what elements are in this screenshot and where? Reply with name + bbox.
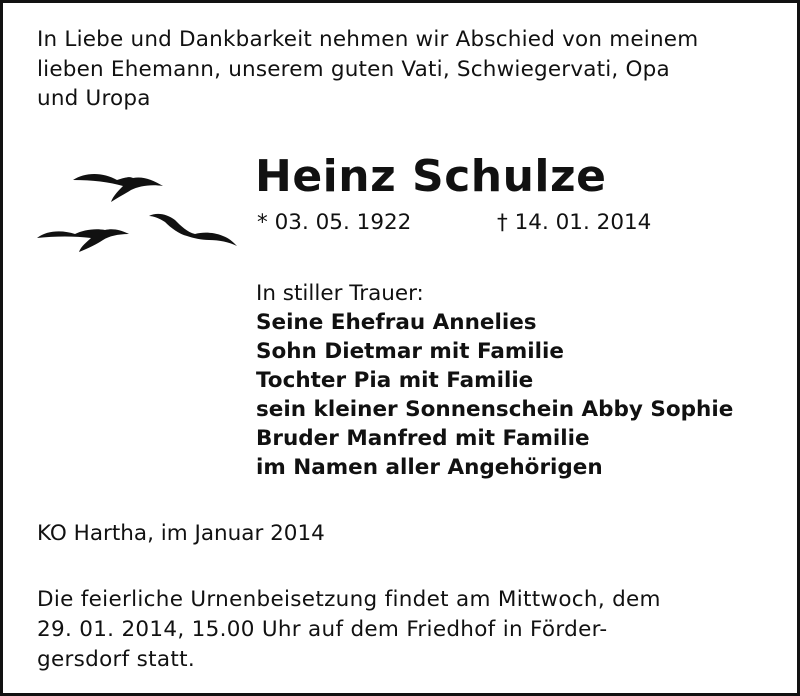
death-date: † 14. 01. 2014 [497, 210, 652, 235]
mourner-item: Bruder Manfred mit Familie [256, 426, 590, 451]
bird-icon [73, 174, 163, 202]
birth-date: * 03. 05. 1922 [257, 210, 412, 235]
mourner-item: Tochter Pia mit Familie [256, 368, 534, 393]
deceased-name: Heinz Schulze [255, 151, 607, 202]
mourner-item: sein kleiner Sonnenschein Abby Sophie [256, 397, 734, 422]
mourning-intro: In stiller Trauer: [256, 281, 424, 306]
burial-line: Die feierliche Urnenbeisetzung findet am Mittwoch, dem [37, 587, 661, 612]
intro-line: In Liebe und Dankbarkeit nehmen wir Abschied von meinem [37, 27, 699, 52]
place-date: KO Hartha, im Januar 2014 [37, 521, 325, 546]
burial-info [37, 585, 771, 675]
bird-icon [149, 214, 237, 246]
intro-text [37, 25, 771, 114]
burial-line: gersdorf statt. [37, 647, 195, 672]
intro-line: lieben Ehemann, unserem guten Vati, Schwiegervati, Opa [37, 56, 670, 82]
burial-line: 29. 01. 2014, 15.00 Uhr auf dem Friedhof in Förder- [37, 617, 608, 642]
mourner-item: Sohn Dietmar mit Familie [256, 339, 564, 364]
mourner-item: im Namen aller Angehörigen [256, 455, 603, 480]
bird-icon [37, 229, 129, 252]
intro-line: und Uropa [37, 86, 151, 111]
flying-birds-icon [33, 158, 243, 263]
mourner-item: Seine Ehefrau Annelies [256, 310, 537, 335]
mourners-block [256, 279, 733, 482]
